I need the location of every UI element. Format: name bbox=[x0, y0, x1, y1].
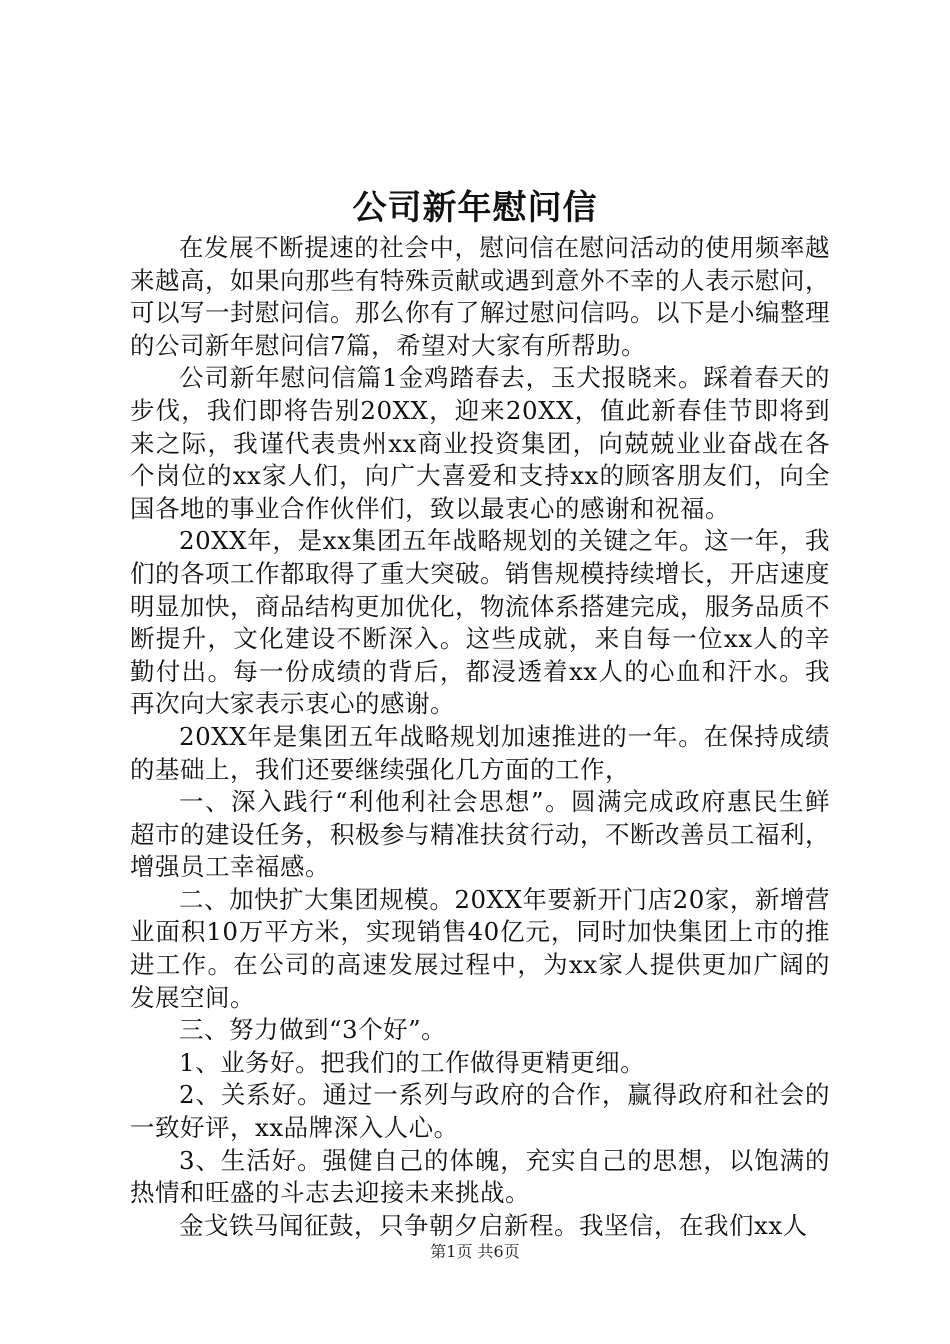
paragraph: 1、业务好。把我们的工作做得更精更细。 bbox=[179, 1047, 646, 1077]
paragraph: 二、加快扩大集团规模。20XX年要新开门店20家，新增营业面积10万平方米，实现销售40亿元，同时加快集团上市的推进工作。在公司的高速发展过程中，为xx家人提供更加广阔的发展空间。 bbox=[130, 884, 830, 1012]
paragraph: 20XX年是集团五年战略规划加速推进的一年。在保持成绩的基础上，我们还要继续强化几方面的工作， bbox=[130, 721, 830, 784]
paragraph: 2、关系好。通过一系列与政府的合作，赢得政府和社会的一致好评，xx品牌深入人心。 bbox=[130, 1080, 830, 1143]
paragraph: 在发展不断提速的社会中，慰问信在慰问活动的使用频率越来越高，如果向那些有特殊贡献或遇到意外不幸的人表示慰问，可以写一封慰问信。那么你有了解过慰问信吗。以下是小编整理的公司新年慰问信7篇，希望对大家有所帮助。 bbox=[130, 233, 830, 360]
paragraph: 3、生活好。强健自己的体魄，充实自己的思想，以饱满的热情和旺盛的斗志去迎接未来挑战。 bbox=[130, 1145, 830, 1208]
document-title: 公司新年慰问信 bbox=[352, 188, 598, 228]
paragraph: 20XX年，是xx集团五年战略规划的关键之年。这一年，我们的各项工作都取得了重大突破。销售规模持续增长，开店速度明显加快，商品结构更加优化，物流体系搭建完成，服务品质不断提升，文化建设不断深入。这些成就，来自每一位xx人的辛勤付出。每一份成绩的背后，都浸透着xx人的心血和汗水。我再次向大家表示衷心的感谢。 bbox=[130, 526, 830, 719]
document-body bbox=[130, 232, 830, 1242]
paragraph: 金戈铁马闻征鼓，只争朝夕启新程。我坚信，在我们xx人 bbox=[179, 1210, 808, 1240]
paragraph: 公司新年慰问信篇1金鸡踏春去，玉犬报晓来。踩着春天的步伐，我们即将告别20XX，迎来20XX，值此新春佳节即将到来之际，我谨代表贵州xx商业投资集团，向兢兢业业奋战在各个岗位的xx家人们，向广大喜爱和支持xx的顾客朋友们，向全国各地的事业合作伙伴们，致以最衷心的感谢和祝福。 bbox=[130, 363, 830, 523]
paragraph: 一、深入践行“利他利社会思想”。圆满完成政府惠民生鲜超市的建设任务，积极参与精准扶贫行动，不断改善员工福利，增强员工幸福感。 bbox=[130, 787, 830, 882]
paragraph: 三、努力做到“3个好”。 bbox=[179, 1015, 447, 1045]
page-number-footer: 第1页 共6页 bbox=[430, 1242, 520, 1261]
